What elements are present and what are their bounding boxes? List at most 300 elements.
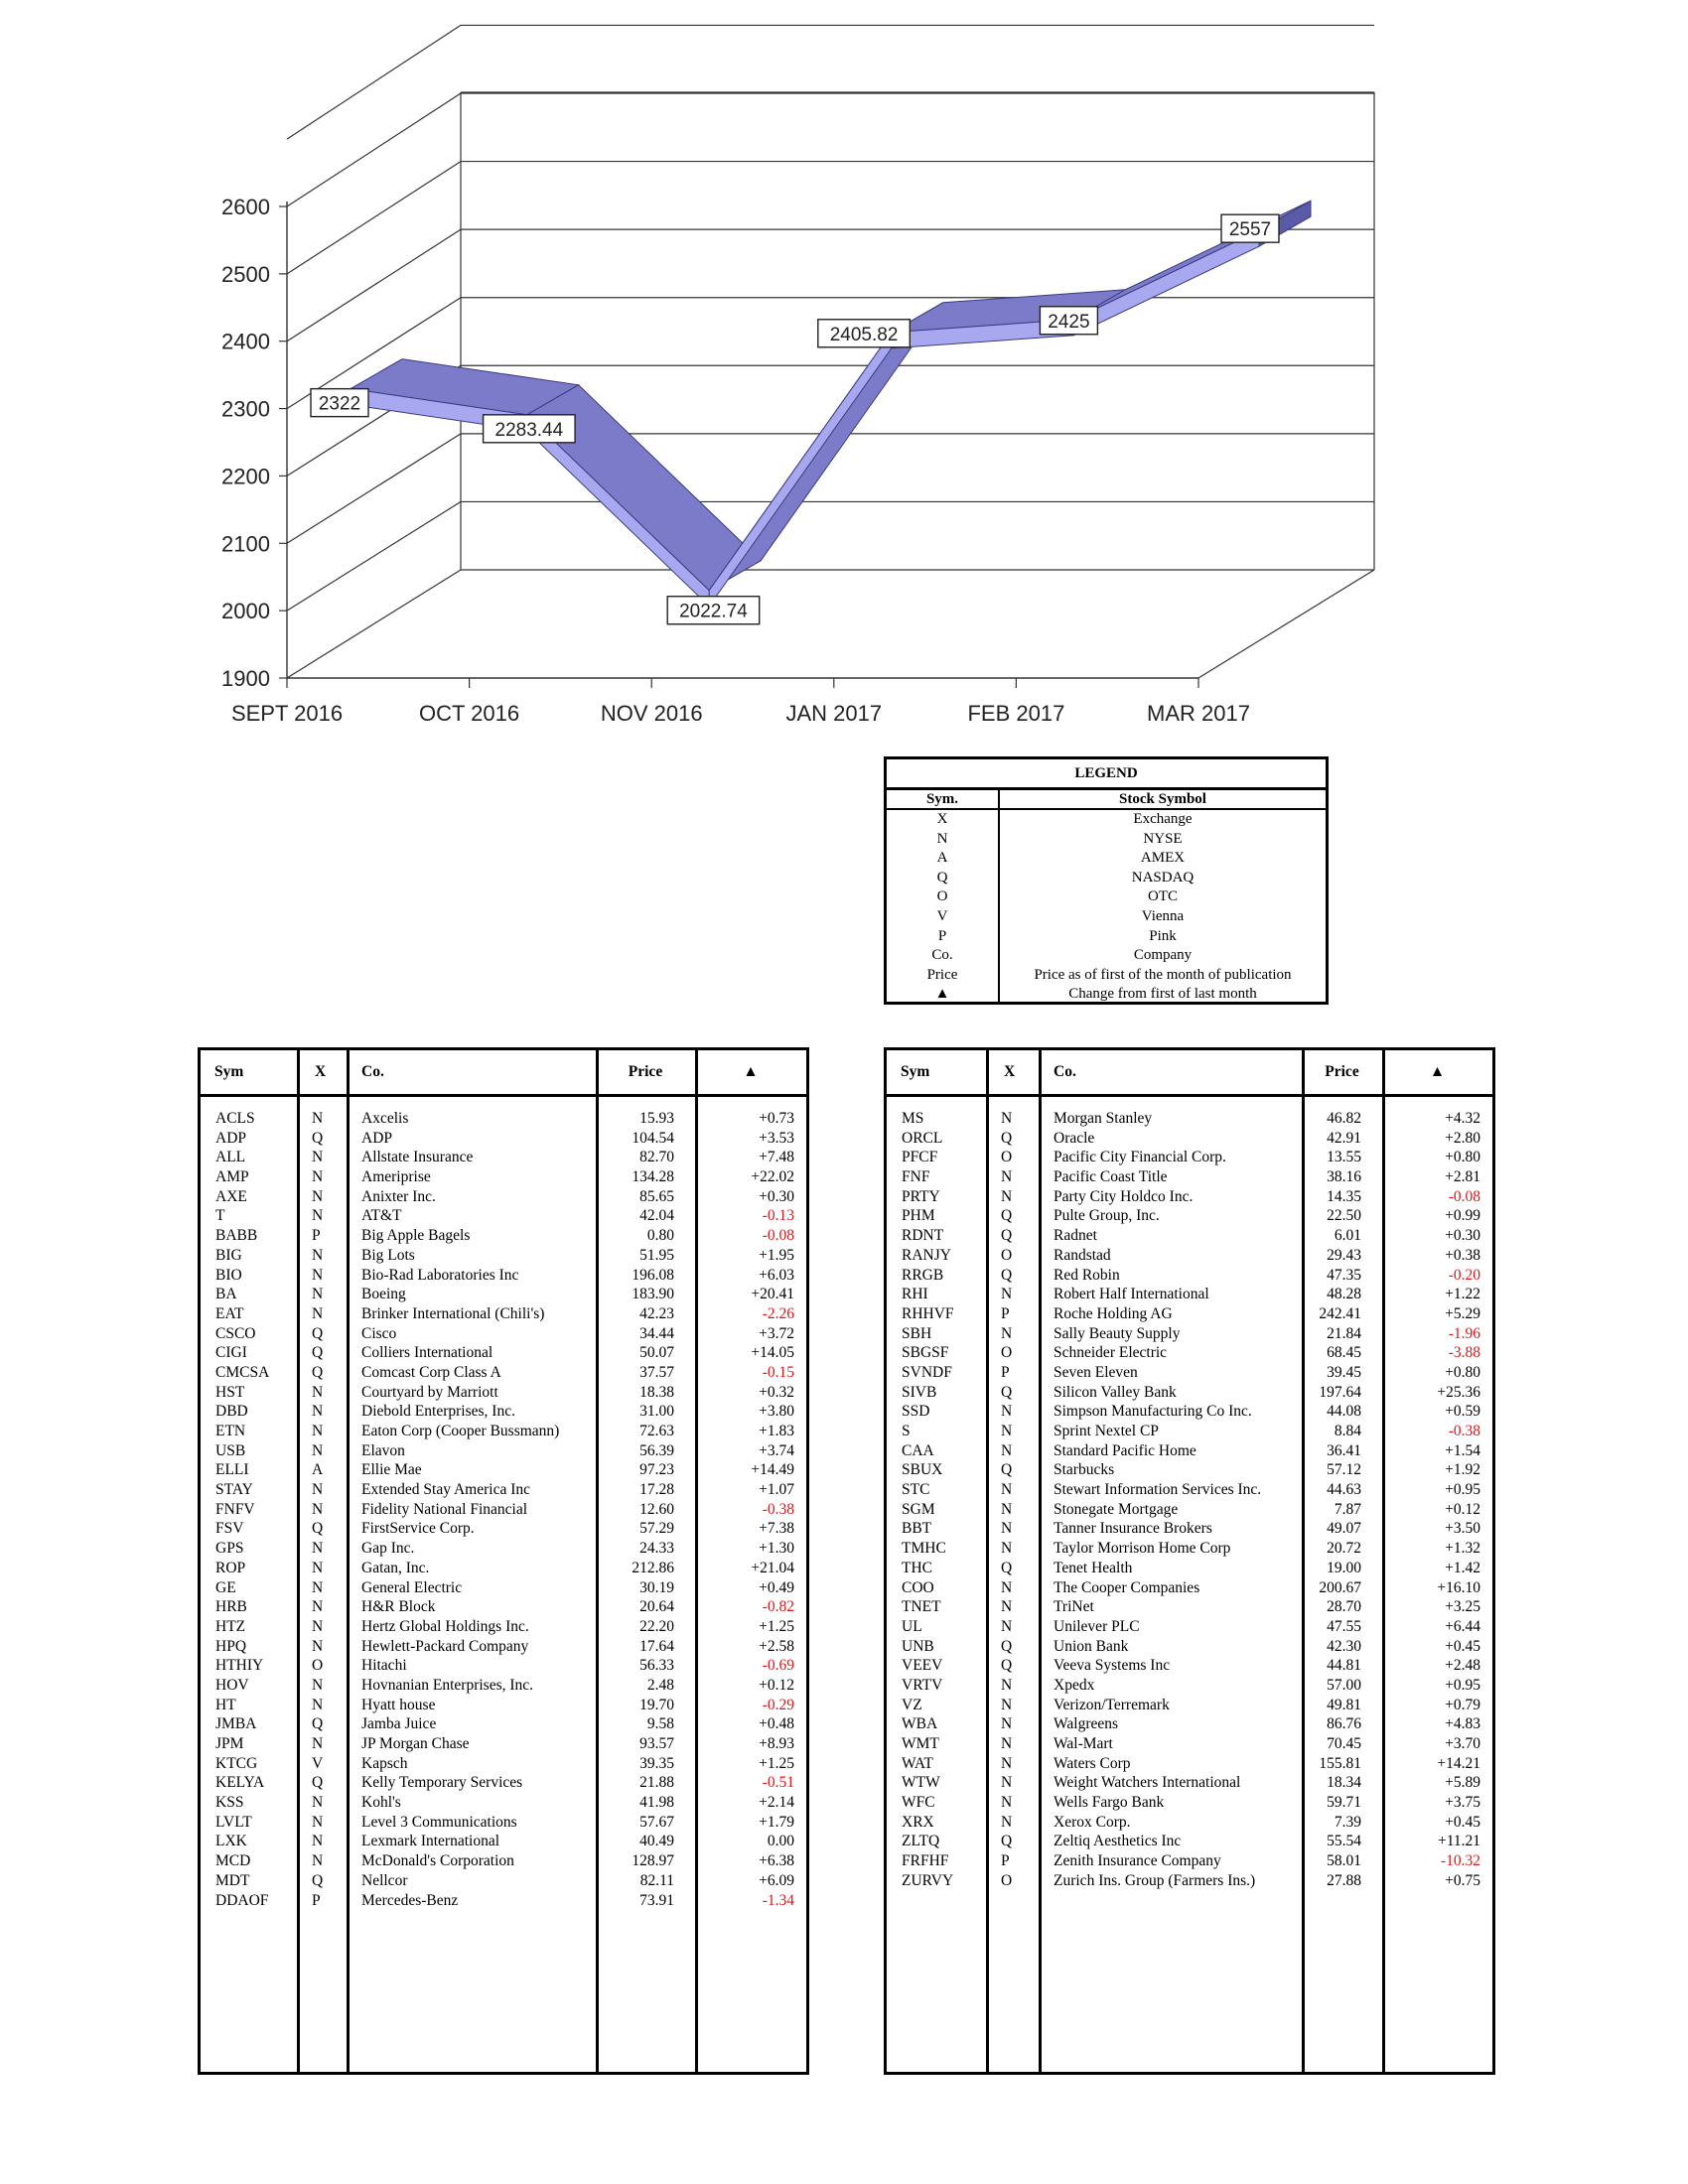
cell-price: 59.71 — [1327, 1794, 1361, 1812]
cell-company: Walgreens — [1054, 1715, 1119, 1733]
cell-price: 46.82 — [1327, 1110, 1361, 1127]
cell-company: Nellcor — [361, 1871, 408, 1889]
cell-change: +0.48 — [759, 1715, 794, 1733]
cell-price: 70.45 — [1327, 1735, 1361, 1752]
cell-price: 44.81 — [1327, 1657, 1361, 1675]
legend-row — [887, 830, 1326, 850]
cell-company: Veeva Systems Inc — [1054, 1657, 1171, 1675]
cell-exchange: P — [312, 1891, 321, 1909]
cell-price: 55.54 — [1327, 1833, 1361, 1850]
cell-price: 36.41 — [1327, 1441, 1361, 1459]
cell-exchange: Q — [1001, 1637, 1013, 1655]
cell-company: AT&T — [361, 1207, 402, 1225]
cell-symbol: CAA — [902, 1441, 934, 1459]
cell-change: -0.69 — [762, 1657, 794, 1675]
legend-row — [887, 869, 1326, 888]
cell-price: 49.81 — [1327, 1696, 1361, 1713]
cell-price: 30.19 — [639, 1578, 674, 1596]
table-row — [887, 1324, 1492, 1344]
cell-symbol: RHHVF — [902, 1304, 954, 1322]
cell-company: Pacific Coast Title — [1054, 1168, 1168, 1186]
cell-symbol: FRFHF — [902, 1852, 949, 1870]
cell-exchange: O — [1001, 1149, 1013, 1166]
cell-change: +0.99 — [1445, 1207, 1480, 1225]
table-row — [201, 1519, 806, 1539]
cell-price: 47.35 — [1327, 1266, 1361, 1284]
table-row — [201, 1500, 806, 1520]
cell-exchange: Q — [312, 1715, 324, 1733]
table-row — [887, 1559, 1492, 1578]
legend-desc: Pink — [1149, 927, 1177, 944]
chart-grid — [287, 25, 1374, 678]
cell-price: 17.28 — [639, 1481, 674, 1499]
cell-company: Boeing — [361, 1286, 406, 1303]
cell-price: 18.38 — [639, 1383, 674, 1401]
cell-price: 42.30 — [1327, 1637, 1361, 1655]
cell-change: -2.26 — [762, 1304, 794, 1322]
cell-change: +6.44 — [1445, 1617, 1480, 1635]
cell-company: Weight Watchers International — [1054, 1774, 1241, 1792]
cell-exchange: N — [1001, 1187, 1013, 1205]
cell-change: +3.25 — [1445, 1598, 1480, 1616]
cell-company: Level 3 Communications — [361, 1813, 517, 1831]
legend-sym: Q — [887, 869, 1000, 888]
cell-price: 155.81 — [1319, 1754, 1361, 1772]
table-row — [201, 1754, 806, 1774]
cell-company: Cisco — [361, 1324, 397, 1342]
cell-symbol: KTCG — [215, 1754, 258, 1772]
cell-symbol: AMP — [215, 1168, 249, 1186]
table-body — [887, 1109, 1492, 1891]
cell-price: 200.67 — [1319, 1578, 1361, 1596]
cell-price: 57.67 — [639, 1813, 674, 1831]
cell-exchange: Q — [312, 1324, 324, 1342]
cell-symbol: HT — [215, 1696, 236, 1713]
cell-price: 242.41 — [1319, 1304, 1361, 1322]
stock-table-left — [198, 1047, 809, 2075]
table-row — [887, 1754, 1492, 1774]
cell-symbol: SBH — [902, 1324, 932, 1342]
legend-desc: Change from first of last month — [1068, 986, 1257, 1003]
legend-sym: A — [887, 849, 1000, 869]
cell-change: +7.48 — [759, 1149, 794, 1166]
cell-exchange: N — [312, 1187, 324, 1205]
cell-price: 6.01 — [1334, 1227, 1361, 1245]
cell-company: General Electric — [361, 1578, 463, 1596]
legend-header — [887, 790, 1326, 810]
cell-symbol: ALL — [215, 1149, 246, 1166]
table-row — [201, 1539, 806, 1559]
cell-price: 27.88 — [1327, 1871, 1361, 1889]
cell-company: Gap Inc. — [361, 1540, 415, 1558]
table-row — [887, 1402, 1492, 1422]
ribbon-front-segment — [709, 333, 892, 607]
cell-symbol: COO — [902, 1578, 934, 1596]
value-label: 2557 — [1228, 219, 1272, 241]
cell-symbol: STAY — [215, 1481, 253, 1499]
table-row — [887, 1676, 1492, 1696]
cell-change: +25.36 — [1437, 1383, 1480, 1401]
cell-change: +3.70 — [1445, 1735, 1480, 1752]
cell-symbol: ZURVY — [902, 1871, 954, 1889]
cell-price: 21.88 — [639, 1774, 674, 1792]
cell-company: McDonald's Corporation — [361, 1852, 514, 1870]
cell-change: +1.79 — [759, 1813, 794, 1831]
cell-exchange: N — [312, 1637, 324, 1655]
cell-change: +3.80 — [759, 1403, 794, 1421]
cell-exchange: N — [1001, 1578, 1013, 1596]
cell-price: 42.04 — [639, 1207, 674, 1225]
cell-symbol: FNFV — [215, 1500, 255, 1518]
cell-price: 37.57 — [639, 1363, 674, 1381]
cell-change: +3.53 — [759, 1129, 794, 1147]
cell-exchange: N — [312, 1286, 324, 1303]
cell-company: Extended Stay America Inc — [361, 1481, 531, 1499]
legend-desc: Exchange — [1133, 811, 1193, 827]
cell-symbol: UL — [902, 1617, 922, 1635]
cell-price: 82.11 — [639, 1871, 674, 1889]
cell-company: ADP — [361, 1129, 393, 1147]
cell-exchange: N — [312, 1207, 324, 1225]
table-row — [887, 1500, 1492, 1520]
table-row — [887, 1734, 1492, 1754]
y-tick-label: 2300 — [221, 396, 270, 422]
table-row — [201, 1714, 806, 1734]
table-row — [887, 1793, 1492, 1813]
cell-symbol: DDAOF — [215, 1891, 269, 1909]
cell-exchange: N — [312, 1794, 324, 1812]
cell-symbol: CMCSA — [215, 1363, 270, 1381]
table-row — [201, 1324, 806, 1344]
cell-symbol: WTW — [902, 1774, 940, 1792]
table-header — [201, 1050, 806, 1097]
cell-exchange: N — [1001, 1774, 1013, 1792]
table-row — [201, 1129, 806, 1149]
cell-change: -0.13 — [762, 1207, 794, 1225]
table-row — [887, 1226, 1492, 1246]
cell-change: +11.21 — [1437, 1833, 1480, 1850]
cell-change: +2.48 — [1445, 1657, 1480, 1675]
cell-change: -1.96 — [1448, 1324, 1480, 1342]
cell-price: 97.23 — [639, 1461, 674, 1479]
cell-change: +4.32 — [1445, 1110, 1480, 1127]
cell-symbol: MDT — [215, 1871, 250, 1889]
legend-desc: AMEX — [1140, 850, 1186, 867]
cell-exchange: N — [1001, 1481, 1013, 1499]
price-chart — [0, 0, 1688, 745]
cell-company: Brinker International (Chili's) — [361, 1304, 545, 1322]
cell-exchange: Q — [312, 1363, 324, 1381]
cell-company: Schneider Electric — [1054, 1344, 1168, 1362]
col-header-sym: Sym — [214, 1063, 244, 1080]
cell-exchange: P — [1001, 1363, 1010, 1381]
table-row — [201, 1148, 806, 1167]
cell-symbol: ZLTQ — [902, 1833, 940, 1850]
table-row — [887, 1285, 1492, 1304]
cell-exchange: Q — [312, 1774, 324, 1792]
cell-change: -0.08 — [1448, 1187, 1480, 1205]
table-row — [201, 1460, 806, 1480]
x-tick-label: NOV 2016 — [600, 701, 703, 726]
cell-exchange: Q — [1001, 1207, 1013, 1225]
cell-price: 34.44 — [639, 1324, 674, 1342]
cell-exchange: O — [1001, 1344, 1013, 1362]
cell-change: -0.51 — [762, 1774, 794, 1792]
cell-symbol: HTHIY — [215, 1657, 264, 1675]
cell-price: 7.39 — [1334, 1813, 1361, 1831]
cell-change: +0.73 — [759, 1110, 794, 1127]
table-row — [887, 1696, 1492, 1715]
cell-symbol: GE — [215, 1578, 236, 1596]
cell-price: 28.70 — [1327, 1598, 1361, 1616]
cell-exchange: N — [312, 1852, 324, 1870]
cell-change: +21.04 — [751, 1559, 794, 1576]
cell-price: 57.00 — [1327, 1676, 1361, 1694]
cell-price: 72.63 — [639, 1423, 674, 1439]
cell-exchange: N — [312, 1833, 324, 1850]
cell-price: 56.39 — [639, 1441, 674, 1459]
legend-row — [887, 907, 1326, 927]
table-row — [887, 1480, 1492, 1500]
table-row — [887, 1539, 1492, 1559]
cell-company: Starbucks — [1054, 1461, 1115, 1479]
cell-price: 82.70 — [639, 1149, 674, 1166]
cell-change: +0.80 — [1445, 1363, 1480, 1381]
cell-change: +0.75 — [1445, 1871, 1480, 1889]
cell-price: 57.29 — [639, 1520, 674, 1538]
cell-price: 24.33 — [639, 1540, 674, 1558]
cell-symbol: SVNDF — [902, 1363, 952, 1381]
cell-change: +0.30 — [759, 1187, 794, 1205]
cell-change: -1.34 — [762, 1891, 794, 1909]
cell-price: 22.20 — [639, 1617, 674, 1635]
value-label: 2283.44 — [494, 419, 564, 441]
x-tick-label: MAR 2017 — [1147, 701, 1250, 726]
cell-symbol: PHM — [902, 1207, 935, 1225]
cell-exchange: N — [312, 1696, 324, 1713]
cell-symbol: WMT — [902, 1735, 939, 1752]
table-row — [201, 1578, 806, 1598]
cell-change: +6.09 — [759, 1871, 794, 1889]
cell-change: -0.20 — [1448, 1266, 1480, 1284]
cell-symbol: BA — [215, 1286, 237, 1303]
legend-sym: P — [887, 927, 1000, 947]
gridline-side — [287, 25, 461, 139]
cell-company: Waters Corp — [1054, 1754, 1131, 1772]
cell-price: 40.49 — [639, 1833, 674, 1850]
cell-exchange: N — [312, 1578, 324, 1596]
cell-exchange: N — [1001, 1324, 1013, 1342]
legend-row — [887, 966, 1326, 986]
cell-change: +20.41 — [751, 1286, 794, 1303]
cell-exchange: N — [312, 1500, 324, 1518]
cell-company: Axcelis — [361, 1110, 409, 1127]
cell-change: +0.30 — [1445, 1227, 1480, 1245]
table-row — [887, 1383, 1492, 1403]
cell-change: +0.38 — [1445, 1246, 1480, 1264]
legend-body — [887, 810, 1326, 1005]
cell-price: 13.55 — [1327, 1149, 1361, 1166]
legend-desc: Vienna — [1141, 907, 1185, 924]
cell-symbol: VZ — [902, 1696, 922, 1713]
cell-company: TriNet — [1054, 1598, 1094, 1616]
cell-change: +0.45 — [1445, 1637, 1480, 1655]
cell-exchange: N — [1001, 1168, 1013, 1186]
cell-change: +1.07 — [759, 1481, 794, 1499]
cell-price: 93.57 — [639, 1735, 674, 1752]
cell-price: 196.08 — [632, 1266, 674, 1284]
x-tick-label: SEPT 2016 — [230, 701, 344, 726]
cell-company: Unilever PLC — [1054, 1617, 1140, 1635]
table-row — [887, 1266, 1492, 1286]
y-tick-label: 1900 — [221, 666, 270, 691]
cell-change: +14.05 — [751, 1344, 794, 1362]
y-tick-label: 2000 — [221, 599, 270, 624]
cell-exchange: N — [1001, 1735, 1013, 1752]
cell-change: +0.12 — [1445, 1500, 1480, 1518]
cell-company: Fidelity National Financial — [361, 1500, 528, 1518]
cell-exchange: O — [1001, 1246, 1013, 1264]
legend-sym: Co. — [887, 946, 1000, 966]
legend-desc: NASDAQ — [1131, 869, 1195, 886]
value-label: 2405.82 — [829, 324, 899, 345]
cell-exchange: N — [312, 1813, 324, 1831]
table-row — [887, 1597, 1492, 1617]
cell-company: Kohl's — [361, 1794, 401, 1812]
cell-exchange: N — [1001, 1500, 1013, 1518]
cell-symbol: HRB — [215, 1598, 247, 1616]
table-header — [887, 1050, 1492, 1097]
col-header-company: Co. — [361, 1063, 384, 1080]
cell-change: +1.22 — [1445, 1286, 1480, 1303]
cell-price: 19.70 — [639, 1696, 674, 1713]
cell-symbol: CSCO — [215, 1324, 256, 1342]
cell-change: +0.45 — [1445, 1813, 1480, 1831]
table-row — [201, 1559, 806, 1578]
legend-row — [887, 887, 1326, 907]
cell-change: 0.00 — [767, 1833, 794, 1850]
cell-symbol: FNF — [902, 1168, 930, 1186]
cell-price: 12.60 — [639, 1500, 674, 1518]
cell-exchange: N — [312, 1481, 324, 1499]
cell-exchange: N — [1001, 1617, 1013, 1635]
cell-company: Ellie Mae — [361, 1461, 422, 1479]
cell-price: 183.90 — [632, 1286, 674, 1303]
table-row — [201, 1734, 806, 1754]
legend-row — [887, 849, 1326, 869]
cell-company: Taylor Morrison Home Corp — [1054, 1540, 1231, 1558]
col-header-price: Price — [628, 1063, 663, 1080]
cell-exchange: N — [312, 1110, 324, 1127]
table-row — [887, 1460, 1492, 1480]
col-header-change: ▲ — [743, 1063, 759, 1080]
cell-change: +4.83 — [1445, 1715, 1480, 1733]
cell-exchange: N — [1001, 1110, 1013, 1127]
cell-company: Hewlett-Packard Company — [361, 1637, 529, 1655]
cell-change: +3.75 — [1445, 1794, 1480, 1812]
cell-change: -3.88 — [1448, 1344, 1480, 1362]
col-header-company: Co. — [1054, 1063, 1076, 1080]
cell-symbol: PFCF — [902, 1149, 938, 1166]
cell-symbol: MS — [902, 1110, 924, 1127]
cell-price: 17.64 — [639, 1637, 674, 1655]
cell-company: Hitachi — [361, 1657, 407, 1675]
col-header-change: ▲ — [1429, 1063, 1446, 1080]
y-axis-ticks — [221, 195, 287, 691]
table-row — [887, 1441, 1492, 1461]
table-row — [887, 1813, 1492, 1833]
cell-exchange: N — [1001, 1598, 1013, 1616]
table-row — [201, 1871, 806, 1891]
cell-exchange: N — [1001, 1754, 1013, 1772]
cell-symbol: SGM — [902, 1500, 935, 1518]
cell-symbol: WBA — [902, 1715, 938, 1733]
cell-change: +1.95 — [759, 1246, 794, 1264]
cell-price: 47.55 — [1327, 1617, 1361, 1635]
legend-row — [887, 946, 1326, 966]
cell-change: +6.03 — [759, 1266, 794, 1284]
cell-company: Party City Holdco Inc. — [1054, 1187, 1194, 1205]
cell-company: Wells Fargo Bank — [1054, 1794, 1165, 1812]
cell-symbol: TNET — [902, 1598, 941, 1616]
cell-company: Kelly Temporary Services — [361, 1774, 523, 1792]
cell-symbol: ROP — [215, 1559, 246, 1576]
cell-exchange: P — [312, 1227, 321, 1245]
cell-symbol: S — [902, 1423, 911, 1439]
cell-symbol: WFC — [902, 1794, 935, 1812]
table-row — [201, 1285, 806, 1304]
cell-symbol: ETN — [215, 1423, 246, 1439]
cell-change: +6.38 — [759, 1852, 794, 1870]
cell-symbol: KELYA — [215, 1774, 265, 1792]
table-row — [201, 1422, 806, 1441]
cell-change: -0.15 — [762, 1363, 794, 1381]
cell-change: +0.79 — [1445, 1696, 1480, 1713]
cell-exchange: N — [1001, 1520, 1013, 1538]
cell-price: 73.91 — [639, 1891, 674, 1909]
cell-company: Bio-Rad Laboratories Inc — [361, 1266, 519, 1284]
cell-change: +1.54 — [1445, 1441, 1480, 1459]
legend-sym: Price — [887, 966, 1000, 986]
cell-symbol: TMHC — [902, 1540, 946, 1558]
cell-change: +5.89 — [1445, 1774, 1480, 1792]
cell-company: Kapsch — [361, 1754, 408, 1772]
table-row — [201, 1851, 806, 1871]
legend-sym: V — [887, 907, 1000, 927]
cell-exchange: N — [312, 1540, 324, 1558]
table-row — [887, 1832, 1492, 1851]
cell-exchange: N — [312, 1676, 324, 1694]
cell-exchange: Q — [1001, 1559, 1013, 1576]
col-header-exchange: X — [1004, 1063, 1016, 1080]
legend-row — [887, 927, 1326, 947]
cell-symbol: HOV — [215, 1676, 249, 1694]
cell-company: Roche Holding AG — [1054, 1304, 1173, 1322]
cell-price: 50.07 — [639, 1344, 674, 1362]
cell-price: 19.00 — [1327, 1559, 1361, 1576]
table-row — [201, 1187, 806, 1207]
cell-price: 42.23 — [639, 1304, 674, 1322]
cell-symbol: HTZ — [215, 1617, 246, 1635]
cell-change: +2.81 — [1445, 1168, 1480, 1186]
cell-symbol: JPM — [215, 1735, 244, 1752]
table-row — [201, 1773, 806, 1793]
cell-exchange: Q — [1001, 1266, 1013, 1284]
cell-price: 38.16 — [1327, 1168, 1361, 1186]
table-row — [201, 1832, 806, 1851]
cell-price: 8.84 — [1334, 1423, 1361, 1439]
cell-company: Jamba Juice — [361, 1715, 437, 1733]
